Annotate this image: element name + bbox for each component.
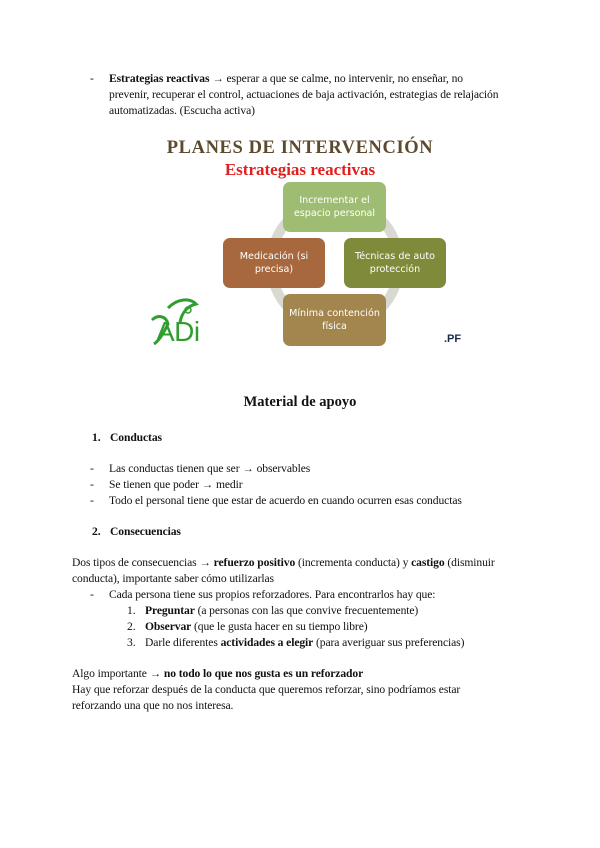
consequences-paragraph-line-2: conducta), importante saber cómo utilizarlas [72,572,274,585]
important-note [72,666,363,682]
list-item-number: 1. [127,604,136,617]
list-item-text: (para averiguar sus preferencias) [313,636,465,649]
positive-reinforcement-term: refuerzo positivo [213,556,296,569]
reactive-strategies-line-2: prevenir, recuperar el control, actuaciones de baja activación, estrategias de relajación [109,88,499,101]
section-2-heading: Consecuencias [110,525,181,538]
slide-subtitle: Estrategias reactivas [224,160,376,179]
final-paragraph-line-1: Hay que reforzar después de la conducta que queremos reforzar, sino podríamos estar [72,683,461,696]
section-1-number: 1. [92,431,101,444]
section-1-heading: Conductas [110,431,162,444]
list-item-term: Observar [145,620,192,633]
reactive-strategies-text: → esperar a que se calme, no intervenir, no enseñar, no [209,72,463,85]
final-paragraph-line-2: reforzando una que no nos interesa. [72,699,234,712]
reactive-strategies-line-1 [109,71,463,87]
bullet-dash: - [90,462,94,475]
cycle-box-personal-space: Incrementar el espacio personal [283,182,386,232]
text-span: (incrementa conducta) y [295,556,412,569]
list-item-choose [145,635,464,651]
conduct-bullet-1: Las conductas tienen que ser → observables [109,462,311,475]
list-item-number: 3. [127,636,136,649]
list-item-text: (que le gusta hacer en su tiempo libre) [191,620,368,633]
list-item-ask [145,603,418,619]
cycle-box-medication: Medicación (si precisa) [223,238,325,288]
text-span: Dos tipos de consecuencias → [72,556,214,569]
punishment-term: castigo [411,556,445,569]
corner-logo-mark: .PF [444,333,462,345]
reactive-strategies-term: Estrategias reactivas [109,72,210,85]
bullet-dash: - [90,478,94,491]
list-item-term: actividades a elegir [220,636,314,649]
conduct-bullet-2: Se tienen que poder → medir [109,478,243,491]
section-2-number: 2. [92,525,101,538]
adi-logo: ADi [156,316,200,347]
list-item-text: Darle diferentes [145,636,221,649]
text-span: Algo importante → [72,667,164,680]
bullet-dash: - [90,72,94,85]
cycle-box-self-protection: Técnicas de auto protección [344,238,446,288]
list-item-term: Preguntar [145,604,195,617]
bullet-dash: - [90,588,94,601]
conduct-bullet-3: Todo el personal tiene que estar de acuerdo en cuando ocurren esas conductas [109,494,462,507]
section-title: Material de apoyo [243,394,357,410]
slide-title: PLANES DE INTERVENCIÓN [166,138,434,158]
consequences-paragraph-line-1 [72,555,495,571]
list-item-number: 2. [127,620,136,633]
reinforcers-bullet: Cada persona tiene sus propios reforzadores. Para encontrarlos hay que: [109,588,436,601]
text-span: (disminuir [444,556,495,569]
list-item-observe [145,619,368,635]
list-item-text: (a personas con las que convive frecuentemente) [194,604,419,617]
bullet-dash: - [90,494,94,507]
cycle-box-physical-restraint: Mínima contención física [283,294,386,346]
reactive-strategies-line-3: automatizadas. (Escucha activa) [109,104,255,117]
important-note-emphasis: no todo lo que nos gusta es un reforzador [163,667,364,680]
intervention-plans-slide [138,136,462,358]
